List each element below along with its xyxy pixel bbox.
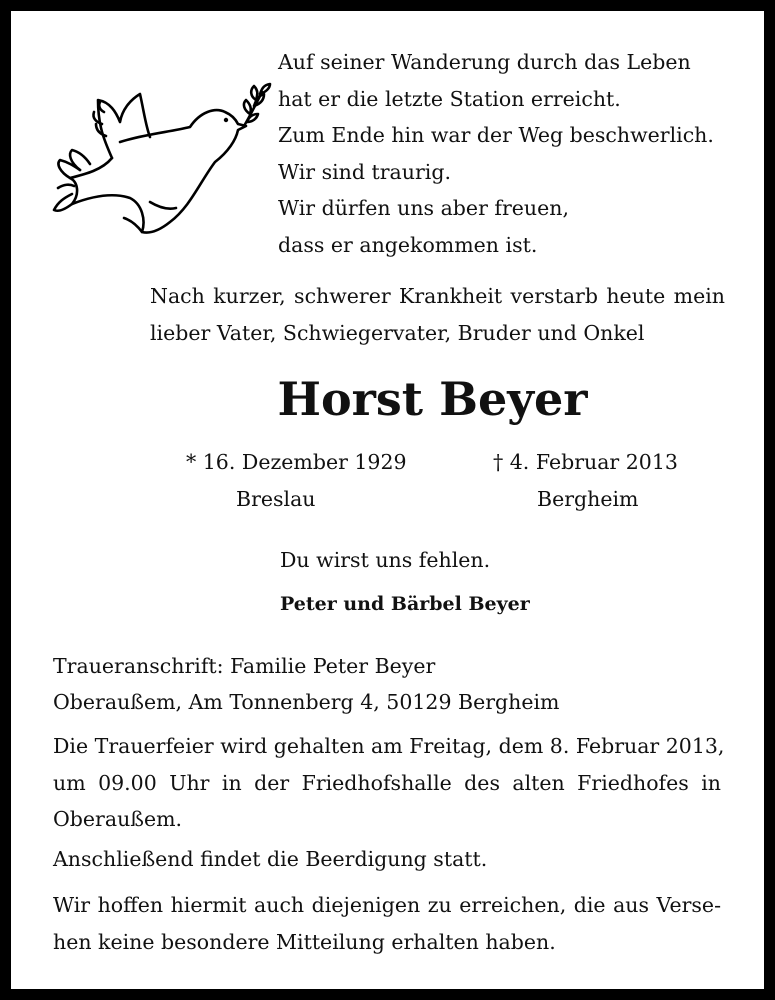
death-date: † 4. Februar 2013 xyxy=(493,450,678,474)
farewell-line: Du wirst uns fehlen. xyxy=(280,548,491,572)
poem-line: Zum Ende hin war der Weg beschwerlich. xyxy=(278,123,714,147)
address-line: Traueranschrift: Familie Peter Beyer xyxy=(53,654,436,678)
poem-line: hat er die letzte Station erreicht. xyxy=(278,86,621,111)
burial-paragraph xyxy=(53,841,721,878)
paragraph-line: Oberaußem. xyxy=(53,807,183,831)
announcement-line: lieber Vater, Schwiegervater, Bruder und Onkel xyxy=(150,320,645,345)
dove-with-olive-branch-icon xyxy=(50,82,275,240)
mourners-names: Peter und Bärbel Beyer xyxy=(280,593,530,615)
poem-block xyxy=(278,44,714,263)
poem-line: dass er angekommen ist. xyxy=(278,232,538,257)
death-place: Bergheim xyxy=(537,487,639,511)
poem-line: Wir sind traurig. xyxy=(278,159,451,184)
mourning-address xyxy=(53,648,559,720)
address-line: Oberaußem, Am Tonnenberg 4, 50129 Bergheim xyxy=(53,690,560,714)
birth-date: * 16. Dezember 1929 xyxy=(186,450,407,474)
funeral-service-paragraph xyxy=(53,728,725,838)
birth-place: Breslau xyxy=(236,487,316,511)
poem-line: Wir dürfen uns aber freuen, xyxy=(278,196,569,220)
closing-paragraph xyxy=(53,887,721,960)
paragraph-line: Anschließend findet die Beerdigung statt. xyxy=(53,847,488,871)
announcement-line: Nach kurzer, schwerer Krankheit verstarb heute mein xyxy=(150,284,725,308)
announcement-text xyxy=(150,278,725,351)
paragraph-line: um 09.00 Uhr in der Friedhofshalle des alten Friedhofes in xyxy=(53,770,721,795)
paragraph-line: hen keine besondere Mitteilung erhalten haben. xyxy=(53,929,556,954)
paragraph-line: Die Trauerfeier wird gehalten am Freitag, dem 8. Februar 2013, xyxy=(53,734,725,758)
deceased-name: Horst Beyer xyxy=(277,372,588,426)
poem-line: Auf seiner Wanderung durch das Leben xyxy=(278,50,691,74)
paragraph-line: Wir hoffen hiermit auch diejenigen zu erreichen, die aus Verse- xyxy=(53,893,721,917)
